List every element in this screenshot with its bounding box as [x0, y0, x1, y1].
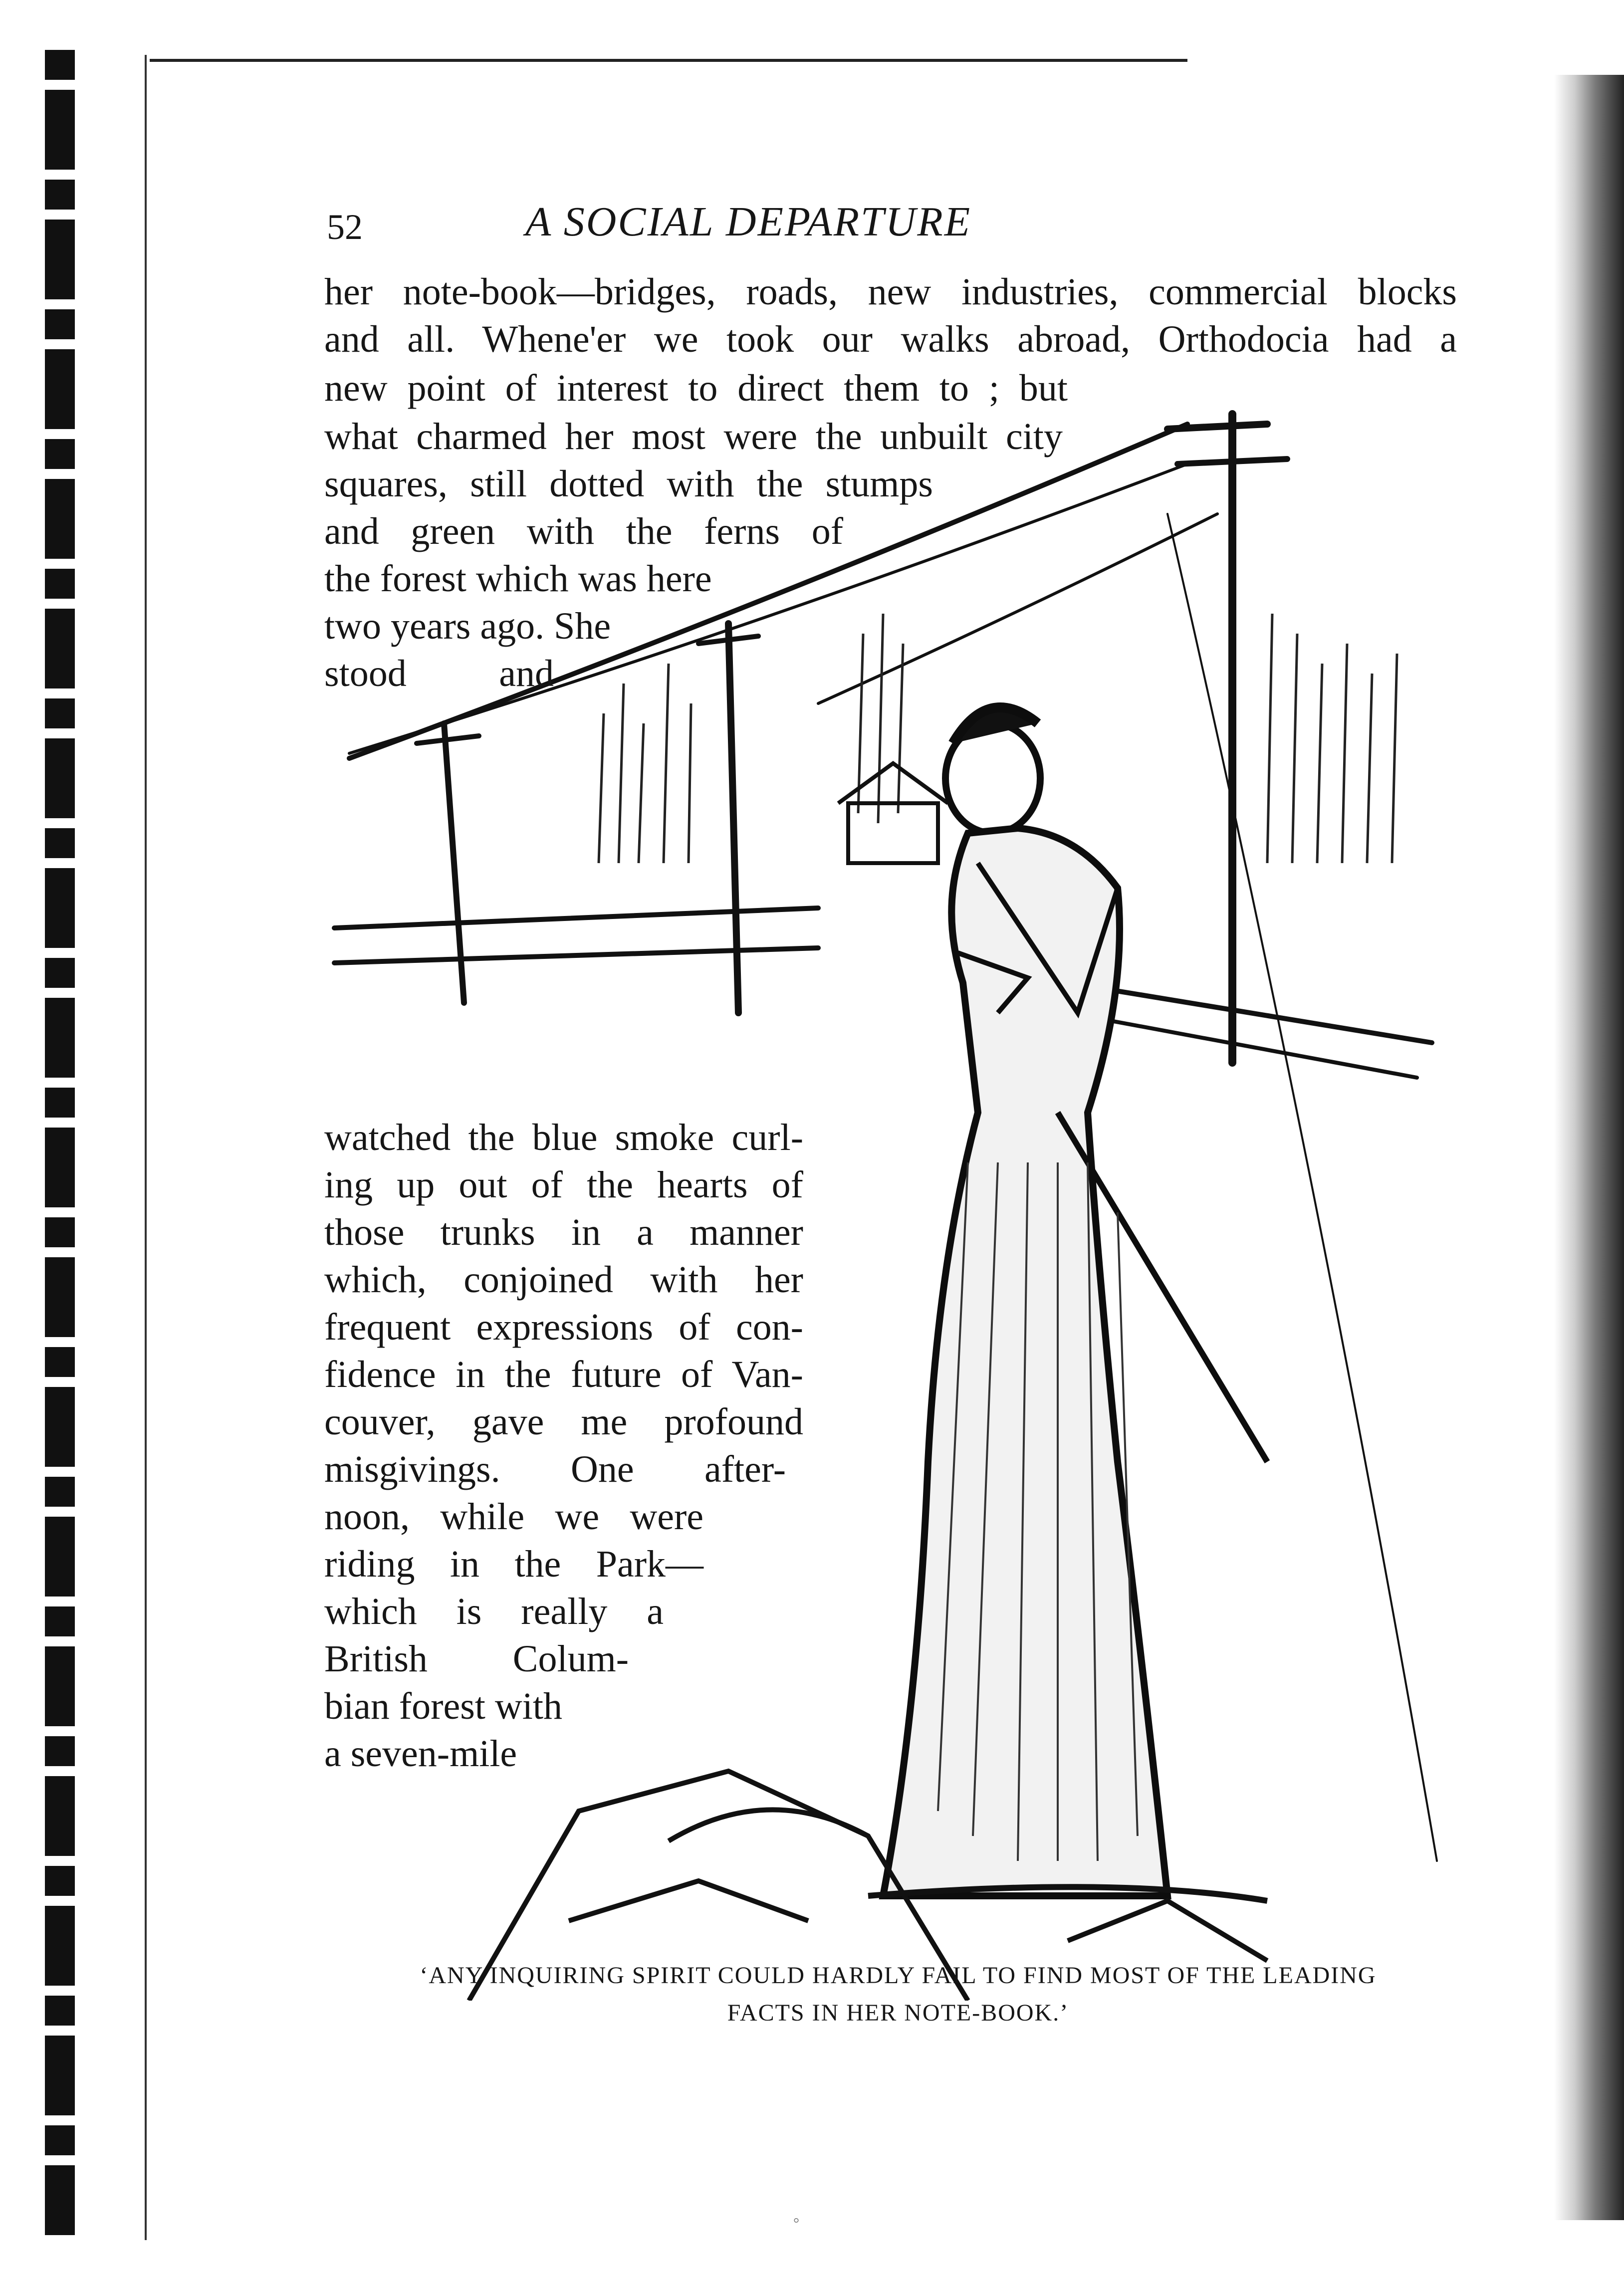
text-line: frequent expressions of con- [324, 1306, 803, 1348]
page-number: 52 [327, 207, 363, 247]
text-line: those trunks in a manner [324, 1211, 803, 1253]
text-line: a seven-mile [324, 1733, 517, 1775]
top-border-rule [150, 59, 1187, 62]
text-line: noon, while we were [324, 1496, 703, 1538]
running-head: A SOCIAL DEPARTURE [525, 199, 972, 245]
text-line: new point of interest to direct them to ; but [324, 367, 1068, 409]
text-line: her note-book—bridges, roads, new industries, commercial blocks [324, 271, 1457, 313]
text-line: squares, still dotted with the stumps [324, 463, 933, 505]
text-line: watched the blue smoke curl- [324, 1117, 803, 1158]
caption-line-1: ‘ANY INQUIRING SPIRIT COULD HARDLY FAIL TO FIND MOST OF THE LEADING [420, 1962, 1377, 1989]
scan-edge-right [1554, 75, 1624, 2220]
footer-mark: ° [793, 2215, 799, 2232]
text-line: the forest which was here [324, 558, 712, 600]
caption-line-2: FACTS IN HER NOTE-BOOK.’ [727, 2000, 1069, 2026]
text-line: riding in the Park— [324, 1543, 703, 1585]
scan-margin-rule [145, 55, 147, 2240]
text-line: what charmed her most were the unbuilt city [324, 416, 1063, 457]
text-line: couver, gave me profound [324, 1401, 803, 1443]
text-line: ing up out of the hearts of [324, 1164, 803, 1206]
text-line: and all. Whene'er we took our walks abroad, Orthodocia had a [324, 318, 1457, 360]
text-line: stood and [324, 653, 554, 694]
text-line: and green with the ferns of [324, 510, 843, 552]
text-line: bian forest with [324, 1685, 563, 1727]
text-line: misgivings. One after- [324, 1448, 786, 1490]
text-line: which, conjoined with her [324, 1259, 803, 1301]
scan-edge-left [45, 50, 75, 2235]
text-line: two years ago. She [324, 605, 611, 647]
text-line: fidence in the future of Van- [324, 1354, 803, 1395]
text-line: which is really a [324, 1591, 664, 1632]
text-line: British Colum- [324, 1638, 629, 1680]
